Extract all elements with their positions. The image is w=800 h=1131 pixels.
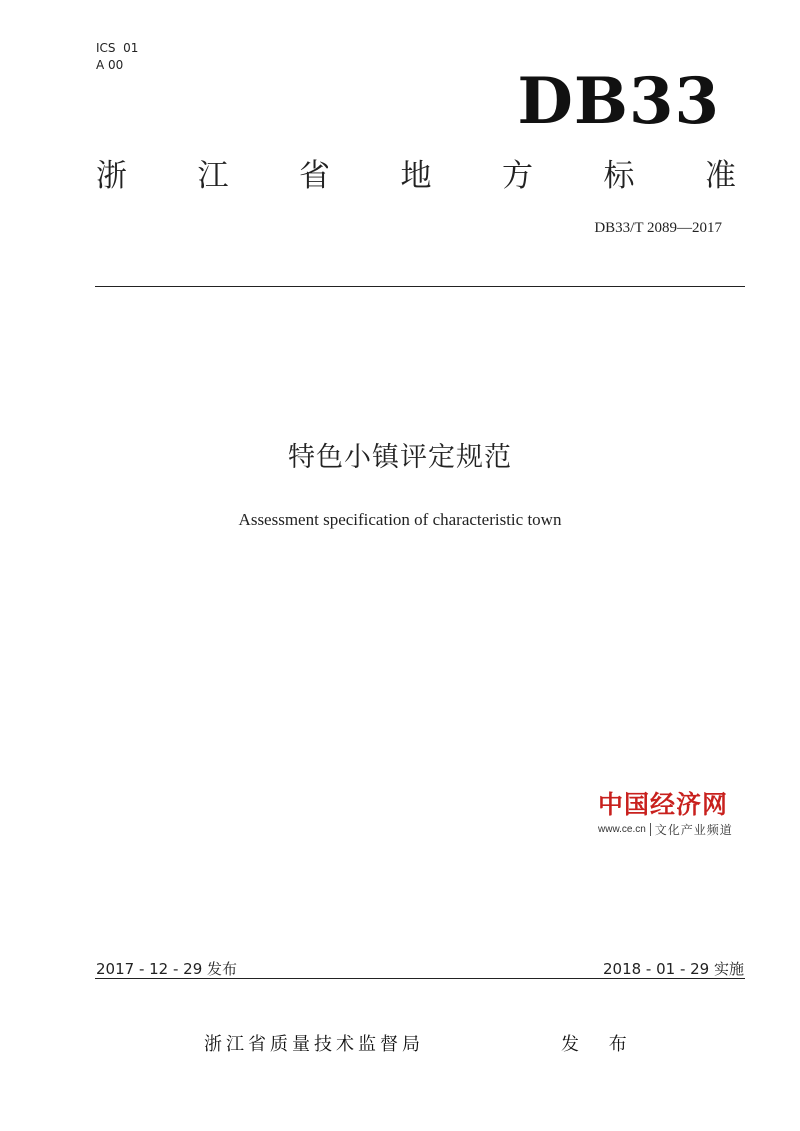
watermark-channel: 文化产业频道 xyxy=(654,823,733,837)
watermark-separator xyxy=(650,823,651,836)
implement-date: 2018 - 01 - 29 实施 xyxy=(602,960,744,978)
publish-date: 2017 - 12 - 29 发布 xyxy=(96,960,238,978)
document-title-chinese: 特色小镇评定规范 xyxy=(288,442,512,473)
header-divider xyxy=(95,286,745,287)
title-char: 浙 xyxy=(96,158,127,194)
watermark-brand: 中国经济网 xyxy=(598,790,729,819)
standard-category-title xyxy=(96,156,736,196)
footer-divider xyxy=(95,978,745,979)
title-char: 地 xyxy=(400,158,432,194)
title-char: 方 xyxy=(502,158,533,194)
ics-code: ICS 01 xyxy=(96,41,139,55)
watermark-url: www.ce.cn xyxy=(598,824,646,835)
watermark-logo xyxy=(598,785,758,845)
issuing-authority: 浙江省质量技术监督局 xyxy=(204,1034,424,1055)
title-char: 标 xyxy=(603,158,635,194)
issue-label: 发 布 xyxy=(561,1034,639,1055)
title-char: 江 xyxy=(197,158,229,194)
title-char: 准 xyxy=(705,158,736,194)
watermark-subline xyxy=(598,821,733,838)
ics-classification xyxy=(96,40,138,74)
db-standard-code: DB33 xyxy=(517,64,720,139)
standard-number: DB33/T 2089—2017 xyxy=(594,220,722,236)
ccs-code: A 00 xyxy=(96,58,124,72)
title-char: 省 xyxy=(299,158,330,194)
document-title-english: Assessment specification of characteristic town xyxy=(238,510,562,529)
